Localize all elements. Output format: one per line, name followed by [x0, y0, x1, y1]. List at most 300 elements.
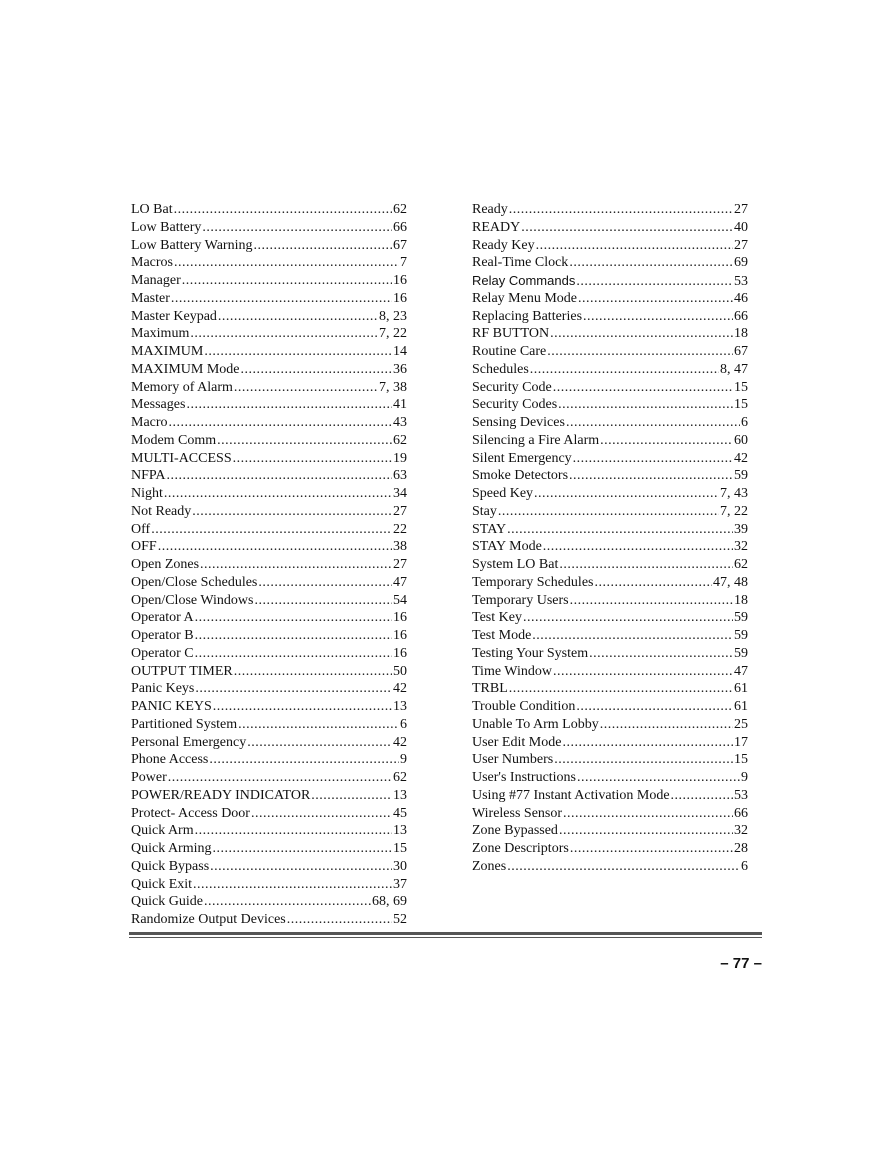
index-term: TRBL — [472, 681, 508, 697]
index-entry — [131, 396, 407, 414]
index-page-numbers: 59 — [734, 628, 748, 643]
dot-leader — [530, 361, 719, 379]
index-entry — [472, 290, 748, 308]
index-term: Test Mode — [472, 628, 532, 643]
dot-leader — [258, 574, 392, 592]
index-page-numbers: 59 — [734, 645, 748, 661]
index-page-numbers: 62 — [734, 557, 748, 572]
index-term: Stay — [472, 503, 497, 519]
index-entry — [472, 308, 748, 326]
dot-leader — [547, 343, 733, 361]
dot-leader — [509, 680, 733, 698]
index-page-numbers: 9 — [400, 752, 407, 768]
index-term: NFPA — [131, 468, 166, 484]
index-page-numbers: 32 — [734, 823, 748, 839]
index-page-numbers: 30 — [393, 858, 407, 874]
dot-leader — [254, 592, 392, 610]
index-page-numbers: 62 — [393, 770, 407, 785]
index-term: Smoke Detectors — [472, 468, 569, 484]
footer-rule-thick — [129, 932, 762, 935]
index-entry — [131, 343, 407, 361]
index-entry — [131, 361, 407, 379]
index-entry — [131, 822, 407, 840]
index-page-numbers: 7, 43 — [720, 486, 748, 501]
dot-leader — [573, 450, 733, 468]
dot-leader — [169, 414, 392, 432]
index-page-numbers: 27 — [734, 237, 748, 253]
dot-leader — [498, 503, 719, 521]
dot-leader — [532, 627, 733, 645]
index-page-numbers: 52 — [393, 912, 407, 927]
dot-leader — [151, 521, 392, 539]
index-entry — [472, 769, 748, 787]
index-entry — [131, 272, 407, 290]
index-term: OUTPUT TIMER — [131, 663, 233, 679]
dot-leader — [174, 201, 392, 219]
index-entry — [131, 379, 407, 397]
dot-leader — [507, 858, 740, 876]
index-entry — [472, 538, 748, 556]
index-term: Quick Arming — [131, 841, 212, 856]
index-entry — [472, 237, 748, 255]
index-entry — [131, 521, 407, 539]
dot-leader — [570, 840, 733, 858]
index-term: User Numbers — [472, 752, 554, 768]
index-term: Operator B — [131, 628, 194, 643]
dot-leader — [562, 734, 733, 752]
index-entry — [131, 450, 407, 468]
index-entry — [472, 645, 748, 663]
index-entry — [131, 609, 407, 627]
index-term: MAXIMUM Mode — [131, 361, 240, 377]
dot-leader — [554, 751, 733, 769]
index-page-numbers: 8, 47 — [720, 361, 748, 377]
dot-leader — [523, 609, 733, 627]
index-entry — [131, 680, 407, 698]
index-page-numbers: 41 — [393, 397, 407, 413]
dot-leader — [550, 325, 733, 343]
dot-leader — [218, 308, 378, 326]
dot-leader — [253, 237, 392, 255]
index-page-numbers: 6 — [741, 415, 748, 430]
index-entry — [131, 538, 407, 556]
index-page-numbers: 7, 22 — [720, 503, 748, 519]
index-entry — [472, 698, 748, 716]
index-page-numbers: 47 — [393, 574, 407, 590]
index-term: Protect- Access Door — [131, 805, 250, 821]
index-term: Open/Close Schedules — [131, 574, 258, 590]
index-page-numbers: 16 — [393, 273, 407, 288]
dot-leader — [671, 787, 733, 805]
index-term: Trouble Condition — [472, 699, 576, 714]
dot-leader — [213, 698, 392, 716]
index-term: OFF — [131, 539, 157, 555]
index-entry — [472, 396, 748, 414]
dot-leader — [569, 254, 733, 272]
dot-leader — [543, 538, 733, 556]
index-entry — [472, 805, 748, 823]
index-page-numbers: 66 — [734, 805, 748, 821]
index-term: Unable To Arm Lobby — [472, 716, 599, 732]
dot-leader — [164, 485, 392, 503]
dot-leader — [287, 911, 392, 929]
index-entry — [131, 698, 407, 716]
index-term: Operator A — [131, 610, 194, 626]
index-entry — [131, 201, 407, 219]
index-term: Zone Descriptors — [472, 841, 569, 856]
index-entry — [472, 858, 748, 876]
index-page-numbers: 61 — [734, 699, 748, 714]
dot-leader — [521, 219, 733, 237]
index-entry — [131, 769, 407, 787]
index-entry — [131, 325, 407, 343]
index-page-numbers: 7, 38 — [379, 379, 407, 395]
index-page-numbers: 16 — [393, 628, 407, 643]
index-page-numbers: 45 — [393, 805, 407, 821]
index-page-numbers: 53 — [734, 787, 748, 803]
index-term: Panic Keys — [131, 681, 195, 697]
index-term: Quick Bypass — [131, 858, 210, 874]
index-term: Security Code — [472, 379, 552, 395]
index-entry — [472, 201, 748, 219]
index-page-numbers: 28 — [734, 841, 748, 856]
index-term: Night — [131, 486, 163, 501]
index-term: Macros — [131, 255, 173, 271]
index-entry — [131, 787, 407, 805]
index-term: Replacing Batteries — [472, 308, 583, 324]
index-entry — [131, 716, 407, 734]
index-term: Relay Commands — [472, 273, 576, 288]
index-page-numbers: 50 — [393, 663, 407, 679]
dot-leader — [569, 467, 733, 485]
index-page-numbers: 27 — [734, 202, 748, 217]
index-entry — [472, 663, 748, 681]
dot-leader — [195, 645, 392, 663]
index-page-numbers: 60 — [734, 432, 748, 448]
index-term: Low Battery — [131, 219, 202, 235]
dot-leader — [577, 769, 740, 787]
index-term: Security Codes — [472, 397, 558, 413]
dot-leader — [209, 751, 399, 769]
index-term: Real-Time Clock — [472, 255, 569, 271]
index-page-numbers: 22 — [393, 521, 407, 537]
index-entry — [472, 627, 748, 645]
index-page-numbers: 66 — [734, 308, 748, 324]
index-term: Wireless Sensor — [472, 805, 563, 821]
dot-leader — [195, 680, 392, 698]
dot-leader — [234, 663, 392, 681]
index-term: Relay Menu Mode — [472, 290, 577, 306]
index-entry — [472, 556, 748, 574]
dot-leader — [174, 254, 399, 272]
index-page-numbers: 6 — [741, 858, 748, 874]
index-page-numbers: 53 — [734, 274, 748, 289]
dot-leader — [534, 485, 719, 503]
dot-leader — [195, 627, 392, 645]
index-page-numbers: 19 — [393, 450, 407, 466]
dot-leader — [311, 787, 392, 805]
index-page-numbers: 47, 48 — [713, 574, 748, 590]
dot-leader — [600, 716, 733, 734]
footer-rule-thin — [129, 937, 762, 938]
index-term: Messages — [131, 397, 186, 413]
dot-leader — [558, 396, 733, 414]
dot-leader — [563, 805, 733, 823]
index-term: RF BUTTON — [472, 326, 550, 342]
dot-leader — [570, 592, 733, 610]
index-entry — [131, 574, 407, 592]
index-page-numbers: 25 — [734, 716, 748, 732]
index-page-numbers: 15 — [734, 752, 748, 768]
index-entry — [472, 414, 748, 432]
dot-leader — [192, 503, 392, 521]
dot-leader — [195, 822, 392, 840]
index-term: Zones — [472, 858, 507, 874]
index-entry — [131, 485, 407, 503]
dot-leader — [559, 822, 733, 840]
dot-leader — [578, 290, 733, 308]
index-term: Using #77 Instant Activation Mode — [472, 787, 670, 803]
index-page-numbers: 59 — [734, 610, 748, 626]
index-page-numbers: 13 — [393, 699, 407, 714]
index-entry — [472, 521, 748, 539]
index-entry — [472, 840, 748, 858]
index-term: Zone Bypassed — [472, 823, 558, 839]
index-term: Routine Care — [472, 344, 547, 359]
dot-leader — [589, 645, 733, 663]
index-page-numbers: 27 — [393, 503, 407, 519]
index-entry — [472, 361, 748, 379]
dot-leader — [202, 219, 392, 237]
index-term: Randomize Output Devices — [131, 912, 286, 927]
index-term: Ready — [472, 202, 508, 217]
index-page-numbers: 47 — [734, 663, 748, 679]
index-term: Partitioned System — [131, 716, 238, 732]
dot-leader — [182, 272, 392, 290]
index-term: Time Window — [472, 663, 552, 679]
dot-leader — [553, 379, 733, 397]
dot-leader — [594, 574, 712, 592]
dot-leader — [186, 396, 392, 414]
index-term: Quick Guide — [131, 894, 203, 910]
index-term: PANIC KEYS — [131, 699, 212, 714]
index-entry — [472, 609, 748, 627]
index-page-numbers: 27 — [393, 557, 407, 572]
index-page-numbers: 16 — [393, 645, 407, 661]
dot-leader — [553, 663, 733, 681]
index-term: Low Battery Warning — [131, 237, 253, 253]
index-entry — [472, 574, 748, 592]
dot-leader — [583, 308, 733, 326]
index-term: Phone Access — [131, 752, 209, 768]
index-entry — [472, 822, 748, 840]
dot-leader — [559, 556, 733, 574]
index-page-numbers: 17 — [734, 734, 748, 750]
dot-leader — [204, 893, 371, 911]
index-page-numbers: 46 — [734, 290, 748, 306]
index-term: User Edit Mode — [472, 734, 562, 750]
dot-leader — [241, 361, 393, 379]
index-page-numbers: 59 — [734, 468, 748, 484]
index-entry — [472, 680, 748, 698]
index-page-numbers: 62 — [393, 202, 407, 217]
dot-leader — [171, 290, 392, 308]
index-page-numbers: 39 — [734, 521, 748, 537]
index-term: Sensing Devices — [472, 415, 565, 430]
index-term: Open/Close Windows — [131, 592, 254, 608]
dot-leader — [600, 432, 733, 450]
index-term: Off — [131, 521, 151, 537]
dot-leader — [576, 273, 733, 291]
index-page-numbers: 18 — [734, 592, 748, 608]
index-term: Speed Key — [472, 486, 534, 501]
index-column-right — [472, 201, 748, 876]
dot-leader — [210, 858, 392, 876]
index-entry — [131, 627, 407, 645]
index-page-numbers: 69 — [734, 255, 748, 271]
index-entry — [131, 432, 407, 450]
index-page-numbers: 62 — [393, 432, 407, 448]
index-entry — [131, 308, 407, 326]
index-term: MAXIMUM — [131, 344, 204, 359]
index-term: User's Instructions — [472, 770, 577, 785]
index-entry — [131, 840, 407, 858]
index-page-numbers: 18 — [734, 326, 748, 342]
index-page-numbers: 13 — [393, 787, 407, 803]
dot-leader — [247, 734, 392, 752]
index-page-numbers: 67 — [734, 344, 748, 359]
index-entry — [131, 805, 407, 823]
dot-leader — [195, 609, 392, 627]
page-number: – 77 – — [720, 955, 762, 972]
dot-leader — [204, 343, 392, 361]
index-term: System LO Bat — [472, 557, 559, 572]
index-term: Temporary Users — [472, 592, 569, 608]
index-entry — [472, 325, 748, 343]
index-term: Quick Arm — [131, 823, 194, 839]
dot-leader — [233, 450, 392, 468]
index-page-numbers: 13 — [393, 823, 407, 839]
index-entry — [131, 467, 407, 485]
index-entry — [472, 379, 748, 397]
index-page-numbers: 6 — [400, 716, 407, 732]
index-page-numbers: 16 — [393, 290, 407, 306]
index-term: Personal Emergency — [131, 734, 247, 750]
dot-leader — [507, 521, 733, 539]
index-term: STAY Mode — [472, 539, 542, 555]
index-page-numbers: 54 — [393, 592, 407, 608]
index-entry — [472, 343, 748, 361]
index-entry — [131, 911, 407, 929]
index-entry — [131, 751, 407, 769]
index-term: Power — [131, 770, 167, 785]
index-entry — [131, 876, 407, 894]
index-term: Testing Your System — [472, 645, 589, 661]
index-term: Memory of Alarm — [131, 379, 233, 395]
index-page-numbers: 34 — [393, 486, 407, 501]
index-term: READY — [472, 219, 521, 235]
index-entry — [472, 592, 748, 610]
index-page-numbers: 15 — [734, 379, 748, 395]
index-page-numbers: 8, 23 — [379, 308, 407, 324]
index-entry — [131, 290, 407, 308]
index-entry — [472, 254, 748, 272]
index-page-numbers: 15 — [393, 841, 407, 856]
index-entry — [131, 414, 407, 432]
dot-leader — [168, 769, 392, 787]
index-entry — [131, 254, 407, 272]
index-term: MULTI-ACCESS — [131, 450, 232, 466]
index-term: STAY — [472, 521, 507, 537]
index-entry — [131, 663, 407, 681]
index-page-numbers: 9 — [741, 770, 748, 785]
index-page-numbers: 40 — [734, 219, 748, 235]
dot-leader — [576, 698, 733, 716]
index-page-numbers: 61 — [734, 681, 748, 697]
index-entry — [131, 503, 407, 521]
index-entry — [472, 751, 748, 769]
dot-leader — [251, 805, 392, 823]
dot-leader — [536, 237, 733, 255]
index-page-numbers: 63 — [393, 468, 407, 484]
index-entry — [472, 485, 748, 503]
index-page-numbers: 7 — [400, 255, 407, 271]
dot-leader — [190, 325, 378, 343]
dot-leader — [238, 716, 399, 734]
index-page-numbers: 42 — [393, 681, 407, 697]
index-term: Manager — [131, 273, 181, 288]
index-term: Test Key — [472, 610, 522, 626]
index-page-numbers: 16 — [393, 610, 407, 626]
index-entry — [472, 716, 748, 734]
index-entry — [131, 858, 407, 876]
index-term: Modem Comm — [131, 432, 217, 448]
index-entry — [472, 787, 748, 805]
index-term: Quick Exit — [131, 876, 193, 892]
dot-leader — [158, 538, 392, 556]
index-term: Silencing a Fire Alarm — [472, 432, 600, 448]
index-term: Ready Key — [472, 237, 535, 253]
index-entry — [131, 893, 407, 911]
index-term: Not Ready — [131, 503, 192, 519]
index-page-numbers: 7, 22 — [379, 326, 407, 342]
index-page-numbers: 14 — [393, 344, 407, 359]
index-entry — [472, 432, 748, 450]
index-page-numbers: 32 — [734, 539, 748, 555]
index-entry — [472, 503, 748, 521]
index-term: LO Bat — [131, 202, 173, 217]
index-column-left — [131, 201, 407, 929]
index-entry — [131, 237, 407, 255]
index-term: Silent Emergency — [472, 450, 572, 466]
index-page-numbers: 37 — [393, 876, 407, 892]
index-page-numbers: 66 — [393, 219, 407, 235]
dot-leader — [193, 876, 392, 894]
index-page-numbers: 43 — [393, 415, 407, 430]
index-page-numbers: 36 — [393, 361, 407, 377]
index-page-numbers: 15 — [734, 397, 748, 413]
index-term: Macro — [131, 415, 168, 430]
index-entry — [472, 219, 748, 237]
index-page-numbers: 38 — [393, 539, 407, 555]
index-page-numbers: 42 — [393, 734, 407, 750]
index-entry — [131, 645, 407, 663]
dot-leader — [213, 840, 393, 858]
dot-leader — [200, 556, 392, 574]
index-page-numbers: 42 — [734, 450, 748, 466]
dot-leader — [217, 432, 392, 450]
index-entry — [472, 734, 748, 752]
